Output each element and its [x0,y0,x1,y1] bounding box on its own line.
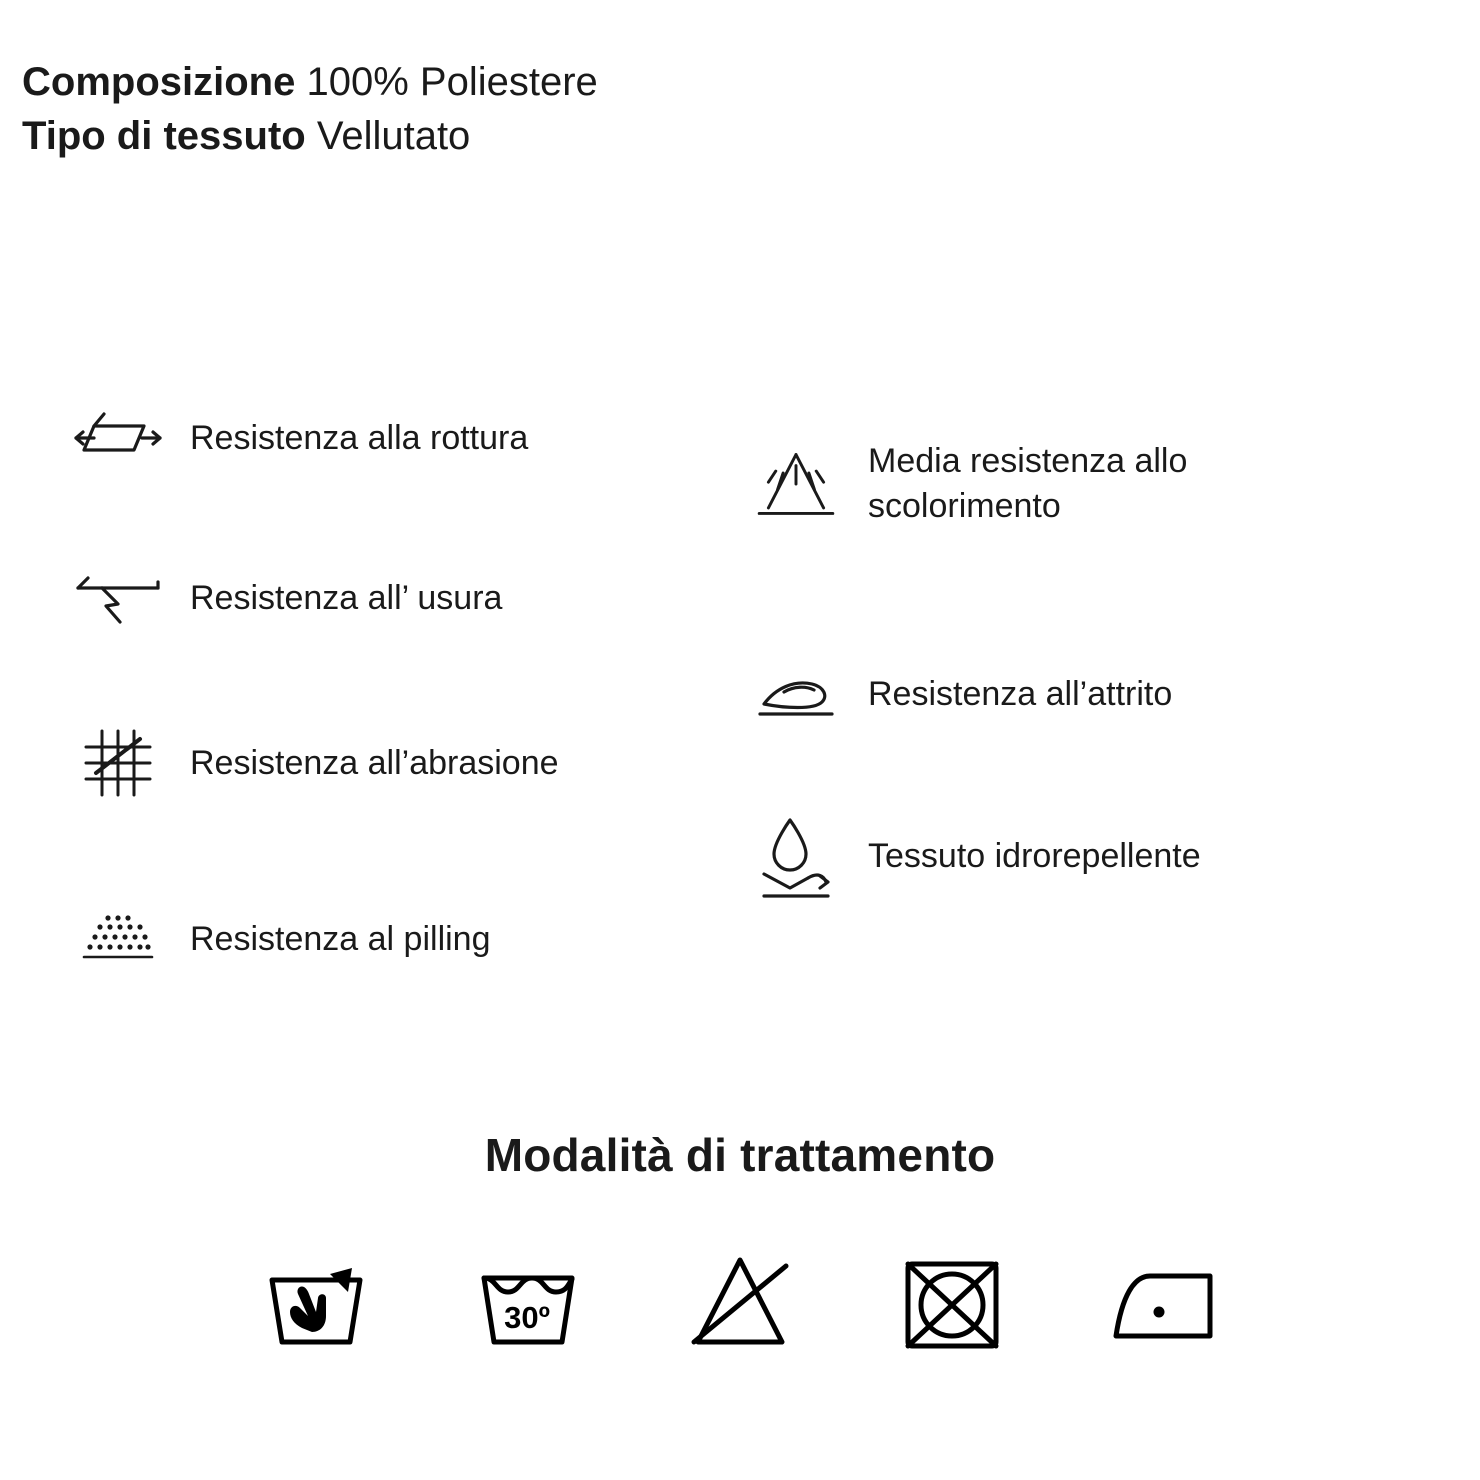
feature-abrasion-resistance [72,717,559,809]
abrasion-resistance-icon [72,717,164,809]
wear-resistance-icon [72,552,164,644]
feature-pilling-resistance [72,893,491,985]
pilling-resistance-icon [72,893,164,985]
colour-fastness-icon [750,438,842,530]
friction-resistance-icon [750,648,842,740]
tear-resistance-icon [72,392,164,484]
feature-label: Resistenza all’attrito [868,674,1173,713]
feature-label: Tessuto idrorepellente [868,836,1201,875]
feature-friction-resistance [750,648,1172,740]
spec-line-composition [22,56,598,110]
feature-label: Resistenza al pilling [190,919,491,958]
feature-label: Resistenza all’ usura [190,578,503,617]
feature-label: Media resistenza allo scolorimento [868,442,1188,525]
feature-label: Resistenza all’abrasione [190,743,559,782]
feature-wear-resistance [72,552,502,644]
spec-value-composition: 100% Poliestere [306,60,598,104]
water-repellent-icon [750,810,842,902]
no-bleach-icon [680,1244,800,1364]
no-tumble-dry-icon [892,1244,1012,1364]
fabric-spec-block [22,56,598,163]
wash-30-icon [468,1244,588,1364]
feature-label: Resistenza alla rottura [190,418,529,457]
feature-colour-fastness [750,438,1348,530]
feature-water-repellent [750,810,1201,902]
feature-tear-resistance [72,392,528,484]
hand-wash-icon [256,1244,376,1364]
spec-value-fabric-type: Vellutato [316,113,471,158]
svg-text:30º: 30º [504,1300,550,1335]
spec-label-fabric-type: Tipo di tessuto [22,113,306,158]
spec-label-composition: Composizione [22,60,296,104]
feature-list [0,380,1480,1000]
spec-line-fabric-type [22,110,598,164]
care-symbol-row [0,1244,1480,1364]
iron-low-icon [1104,1244,1224,1364]
treatment-section-title: Modalità di trattamento [484,1129,996,1181]
